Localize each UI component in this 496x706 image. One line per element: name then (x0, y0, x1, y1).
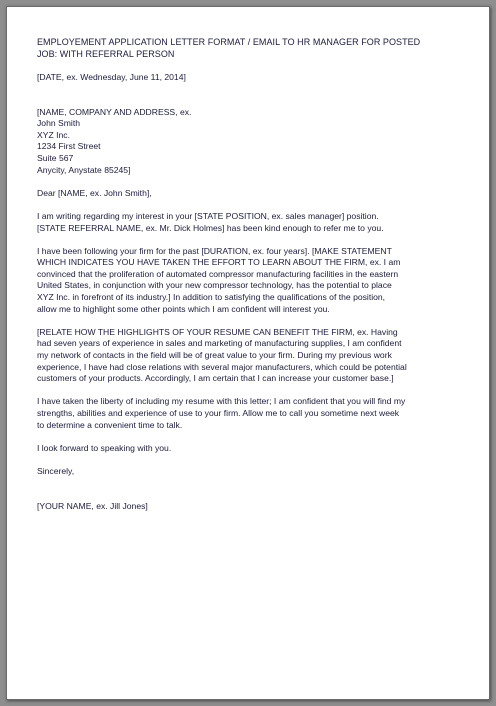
title-line: JOB: WITH REFERRAL PERSON (37, 48, 175, 59)
title-line: EMPLOYEMENT APPLICATION LETTER FORMAT / EMAIL TO HR MANAGER FOR POSTED (37, 37, 421, 47)
letter-page (6, 6, 490, 700)
salutation: Dear [NAME, ex. John Smith], (37, 187, 152, 198)
address-line: [NAME, COMPANY AND ADDRESS, ex. (37, 106, 192, 117)
address-line: 1234 First Street (37, 141, 101, 152)
date-line: [DATE, ex. Wednesday, June 11, 2014] (37, 71, 186, 82)
paragraph-closing: I look forward to speaking with you. (37, 442, 172, 453)
address-line: XYZ Inc. (37, 129, 70, 140)
letter-body (37, 37, 467, 512)
address-line: Suite 567 (37, 152, 74, 163)
letter-title (37, 37, 467, 60)
paragraph-firm-knowledge: I have been following your firm for the past [DURATION, ex. four years]. [MAKE STATEMENT WHICH INDICATES YOU HAVE TAKEN THE EFFORT TO LEARN ABOUT THE FIRM, ex. I am convinced that the proliferation of automated compressor manufacturing facilities in the eastern United States, in conjunction with your new compressor technology, has the potential to place XYZ Inc. in forefront of its industry.] In addition to satisfying the qualifications of the position, allow me to highlight some other points which I am confident will interest you. (37, 245, 401, 314)
address-line: John Smith (37, 118, 80, 129)
paragraph-highlights: [RELATE HOW THE HIGHLIGHTS OF YOUR RESUME CAN BENEFIT THE FIRM, ex. Having had seven years of experience in sales and marketing of manufacturing supplies, I am confident my network of contacts in the field will be of great value to your firm. During my previous work experience, I have had close relations with several major manufacturers, which could be potential customers of your products. Accordingly, I am certain that I can increase your customer base.] (37, 326, 407, 384)
recipient-address (37, 107, 467, 177)
address-line: Anycity, Anystate 85245] (37, 164, 131, 175)
paragraph-intro: I am writing regarding my interest in your [STATE POSITION, ex. sales manager] position. [STATE REFERRAL NAME, ex. Mr. Dick Holmes] has been kind enough to refer me to you. (37, 210, 384, 233)
closing: Sincerely, (37, 465, 75, 476)
signature: [YOUR NAME, ex. Jill Jones] (37, 500, 148, 511)
paragraph-resume: I have taken the liberty of including my resume with this letter; I am confident that you will find my strengths, abilities and experience of use to your firm. Allow me to call you sometime next week to determine a convenient time to talk. (37, 396, 406, 430)
